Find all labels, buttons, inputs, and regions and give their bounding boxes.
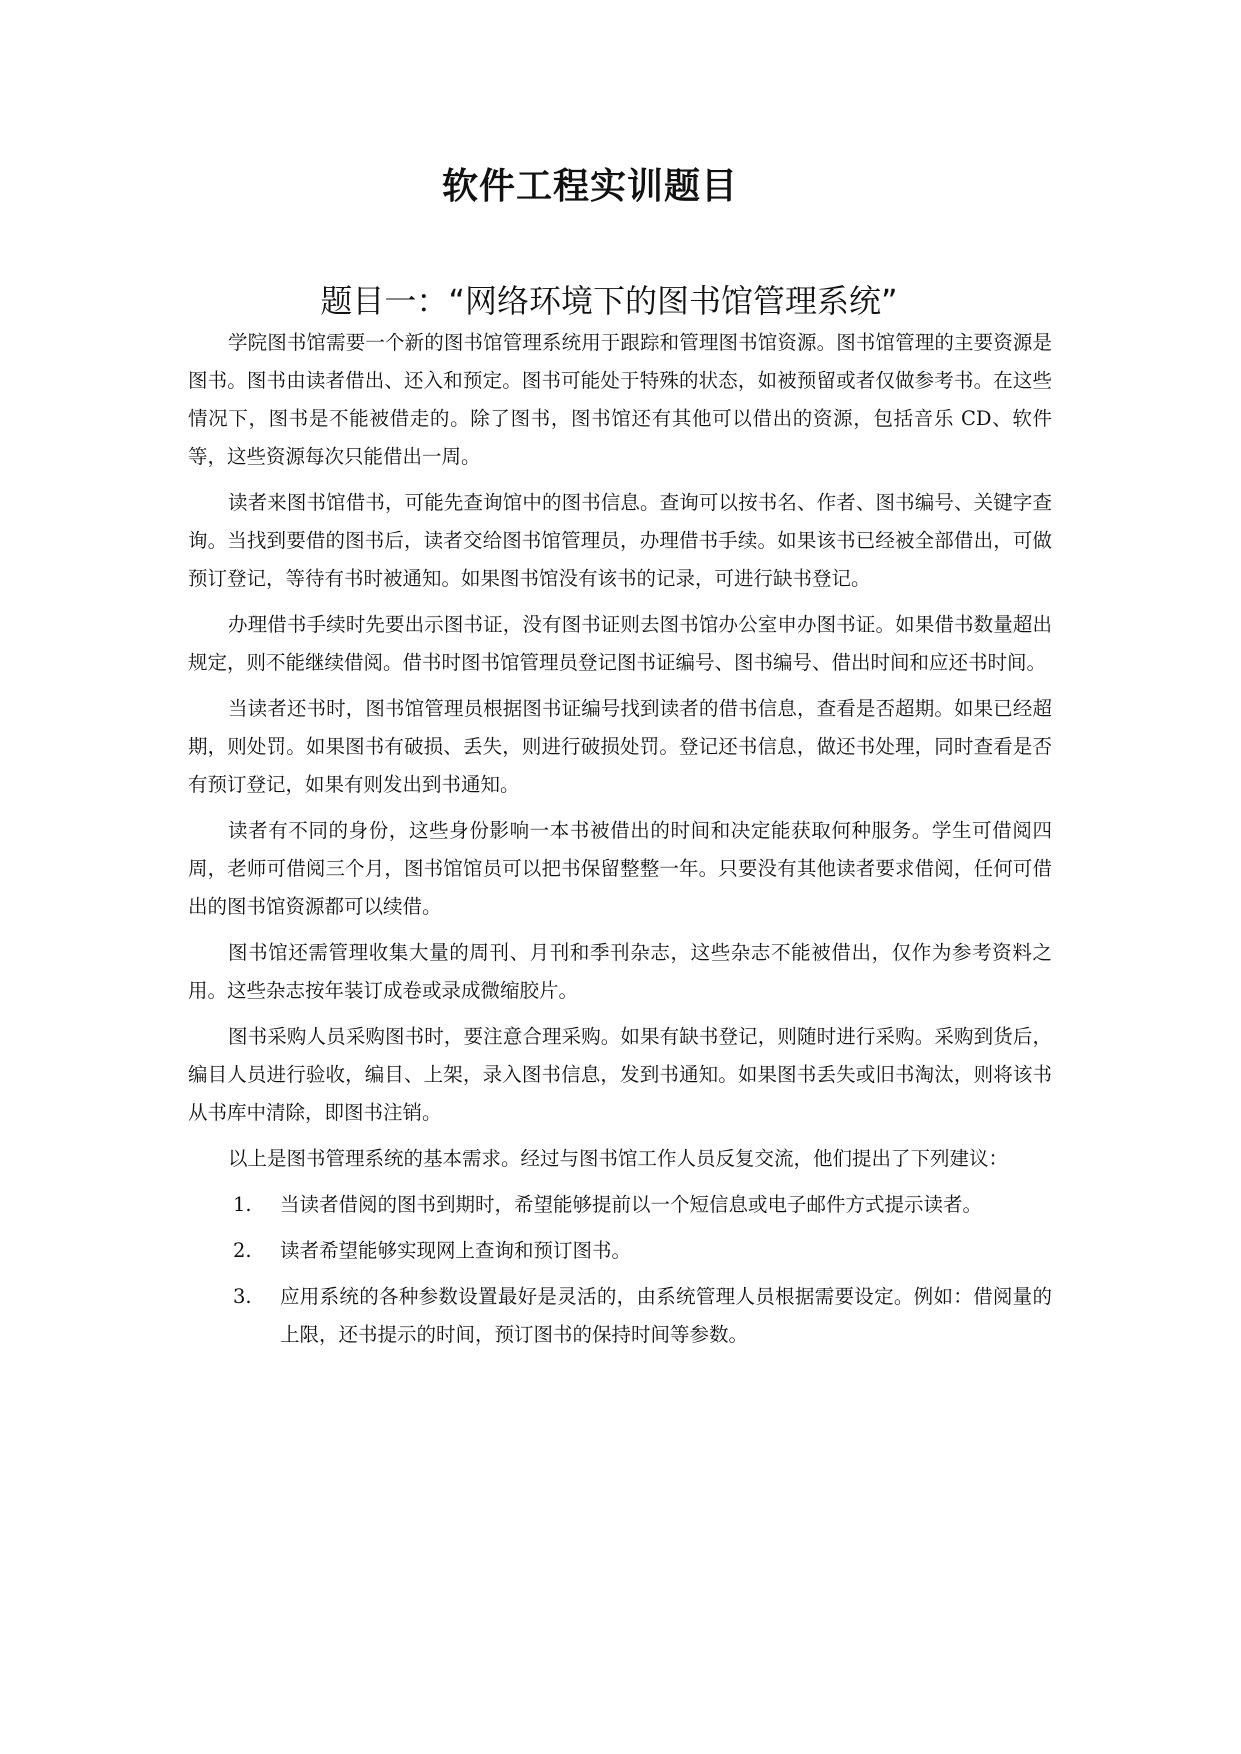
- paragraph-periodicals: 图书馆还需管理收集大量的周刊、月刊和季刊杂志，这些杂志不能被借出，仅作为参考资料之用。这些杂志按年装订成卷或录成微缩胶片。: [188, 941, 1052, 1002]
- topic-title: 题目一：“网络环境下的图书馆管理系统”: [320, 282, 898, 320]
- list-item-number: 2.: [233, 1239, 252, 1262]
- paragraph-returning: 当读者还书时，图书馆管理员根据图书证编号找到读者的借书信息，查看是否超期。如果已经超期，则处罚。如果图书有破损、丢失，则进行破损处罚。登记还书信息，做还书处理，同时查看是否有预订登记，如果有则发出到书通知。: [188, 697, 1052, 796]
- paragraph-reader-types: 读者有不同的身份，这些身份影响一本书被借出的时间和决定能获取何种服务。学生可借阅四周，老师可借阅三个月，图书馆馆员可以把书保留整整一年。只要没有其他读者要求借阅，任何可借出的图书馆资源都可以续借。: [188, 819, 1052, 918]
- list-item-text: 当读者借阅的图书到期时，希望能够提前以一个短信息或电子邮件方式提示读者。: [280, 1193, 983, 1216]
- suggestion-list: [188, 1186, 1052, 1354]
- paragraph-summary: 以上是图书管理系统的基本需求。经过与图书馆工作人员反复交流，他们提出了下列建议：: [228, 1147, 1009, 1170]
- list-item-text: 应用系统的各种参数设置最好是灵活的，由系统管理人员根据需要设定。例如：借阅量的上限，还书提示的时间，预订图书的保持时间等参数。: [280, 1285, 1052, 1346]
- paragraph-purchasing: 图书采购人员采购图书时，要注意合理采购。如果有缺书登记，则随时进行采购。采购到货后，编目人员进行验收，编目、上架，录入图书信息，发到书通知。如果图书丢失或旧书淘汰，则将该书从书库中清除，即图书注销。: [188, 1025, 1052, 1124]
- list-item-number: 3.: [233, 1285, 252, 1308]
- list-item: [188, 1232, 1052, 1270]
- list-item: [188, 1278, 1052, 1354]
- list-item-text: 读者希望能够实现网上查询和预订图书。: [280, 1239, 632, 1262]
- document-title: 软件工程实训题目: [441, 166, 738, 207]
- list-item: [188, 1186, 1052, 1224]
- list-item-number: 1.: [233, 1193, 252, 1216]
- paragraph-borrowing: 读者来图书馆借书，可能先查询馆中的图书信息。查询可以按书名、作者、图书编号、关键字查询。当找到要借的图书后，读者交给图书馆管理员，办理借书手续。如果该书已经被全部借出，可做预订登记，等待有书时被通知。如果图书馆没有该书的记录，可进行缺书登记。: [188, 491, 1052, 590]
- paragraph-procedure: 办理借书手续时先要出示图书证，没有图书证则去图书馆办公室申办图书证。如果借书数量超出规定，则不能继续借阅。借书时图书馆管理员登记图书证编号、图书编号、借出时间和应还书时间。: [188, 613, 1052, 674]
- paragraph-resources: 学院图书馆需要一个新的图书馆管理系统用于跟踪和管理图书馆资源。图书馆管理的主要资源是图书。图书由读者借出、还入和预定。图书可能处于特殊的状态，如被预留或者仅做参考书。在这些情况下，图书是不能被借走的。除了图书，图书馆还有其他可以借出的资源，包括音乐 CD、软件等，这些资源每次只能借出一周。: [188, 331, 1052, 468]
- document-body: [188, 324, 1052, 1362]
